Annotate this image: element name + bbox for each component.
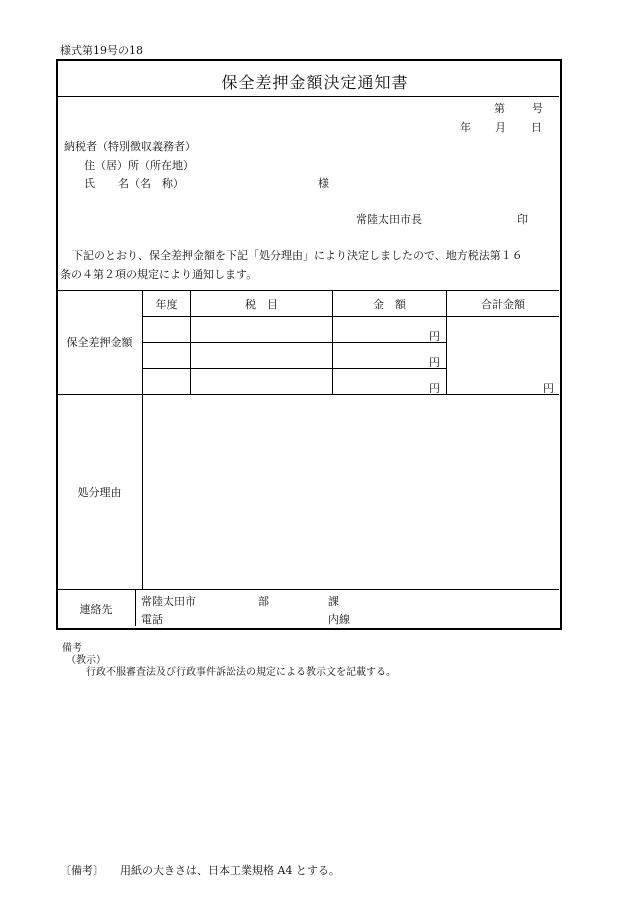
- contact-section: 課: [328, 595, 339, 608]
- notes-subtitle: （教示）: [66, 655, 106, 666]
- body-text-line2: 条の４第２項の規定により通知します。: [60, 268, 258, 281]
- number-gou: 号: [532, 102, 543, 115]
- date-month: 月: [495, 121, 506, 134]
- name-label-second: 名（名 称）: [118, 177, 184, 190]
- row1-year[interactable]: [143, 317, 190, 342]
- contact-extension-label: 内線: [328, 613, 350, 626]
- honorific-sama: 様: [318, 177, 329, 190]
- row2-year[interactable]: [143, 343, 190, 368]
- name-label-first: 氏: [84, 177, 95, 190]
- contact-label-divider: [135, 589, 136, 626]
- document-title: 保全差押金額決定通知書: [221, 73, 409, 92]
- row3-tax-item[interactable]: [191, 369, 332, 394]
- contact-phone-label: 電話: [141, 613, 163, 626]
- header-total: 合計金額: [481, 297, 525, 311]
- date-day: 日: [531, 121, 542, 134]
- date-year: 年: [460, 121, 471, 134]
- taxpayer-label: 納税者（特別徴収義務者）: [64, 140, 196, 153]
- address-label: 住（居）所（所在地）: [84, 159, 194, 172]
- row1-tax-item[interactable]: [191, 317, 332, 342]
- form-number: 様式第19号の18: [60, 44, 143, 57]
- notes-title: 備考: [62, 643, 82, 654]
- header-year: 年度: [155, 297, 178, 311]
- issuer-name: 常陸太田市長: [356, 213, 422, 226]
- header-amount: 金 額: [373, 297, 406, 311]
- number-dai: 第: [494, 102, 505, 115]
- footer-note-text: 用紙の大きさは、日本工業規格 A4 とする。: [120, 864, 340, 877]
- issuer-seal: 印: [517, 213, 528, 226]
- footer-note-label: 〔備考〕: [60, 864, 104, 877]
- row1-yen: 円: [429, 330, 440, 343]
- reason-label: 処分理由: [77, 486, 122, 499]
- row2-tax-item[interactable]: [191, 343, 332, 368]
- body-text-line1: 下記のとおり、保全差押金額を下記「処分理由」により決定しましたので、地方税法第１６: [72, 249, 523, 262]
- title-divider: [57, 96, 559, 97]
- amount-row-label: 保全差押金額: [66, 336, 133, 349]
- notes-text: 行政不服審査法及び行政事件訴訟法の規定による教示文を記載する。: [86, 667, 396, 678]
- row3-yen: 円: [429, 382, 440, 395]
- contact-label: 連絡先: [79, 602, 113, 616]
- row2-yen: 円: [429, 356, 440, 369]
- contact-department: 部: [258, 595, 269, 608]
- contact-city: 常陸太田市: [141, 595, 196, 608]
- row3-year[interactable]: [143, 369, 190, 394]
- total-yen: 円: [543, 382, 554, 395]
- header-tax-item: 税 目: [245, 297, 278, 311]
